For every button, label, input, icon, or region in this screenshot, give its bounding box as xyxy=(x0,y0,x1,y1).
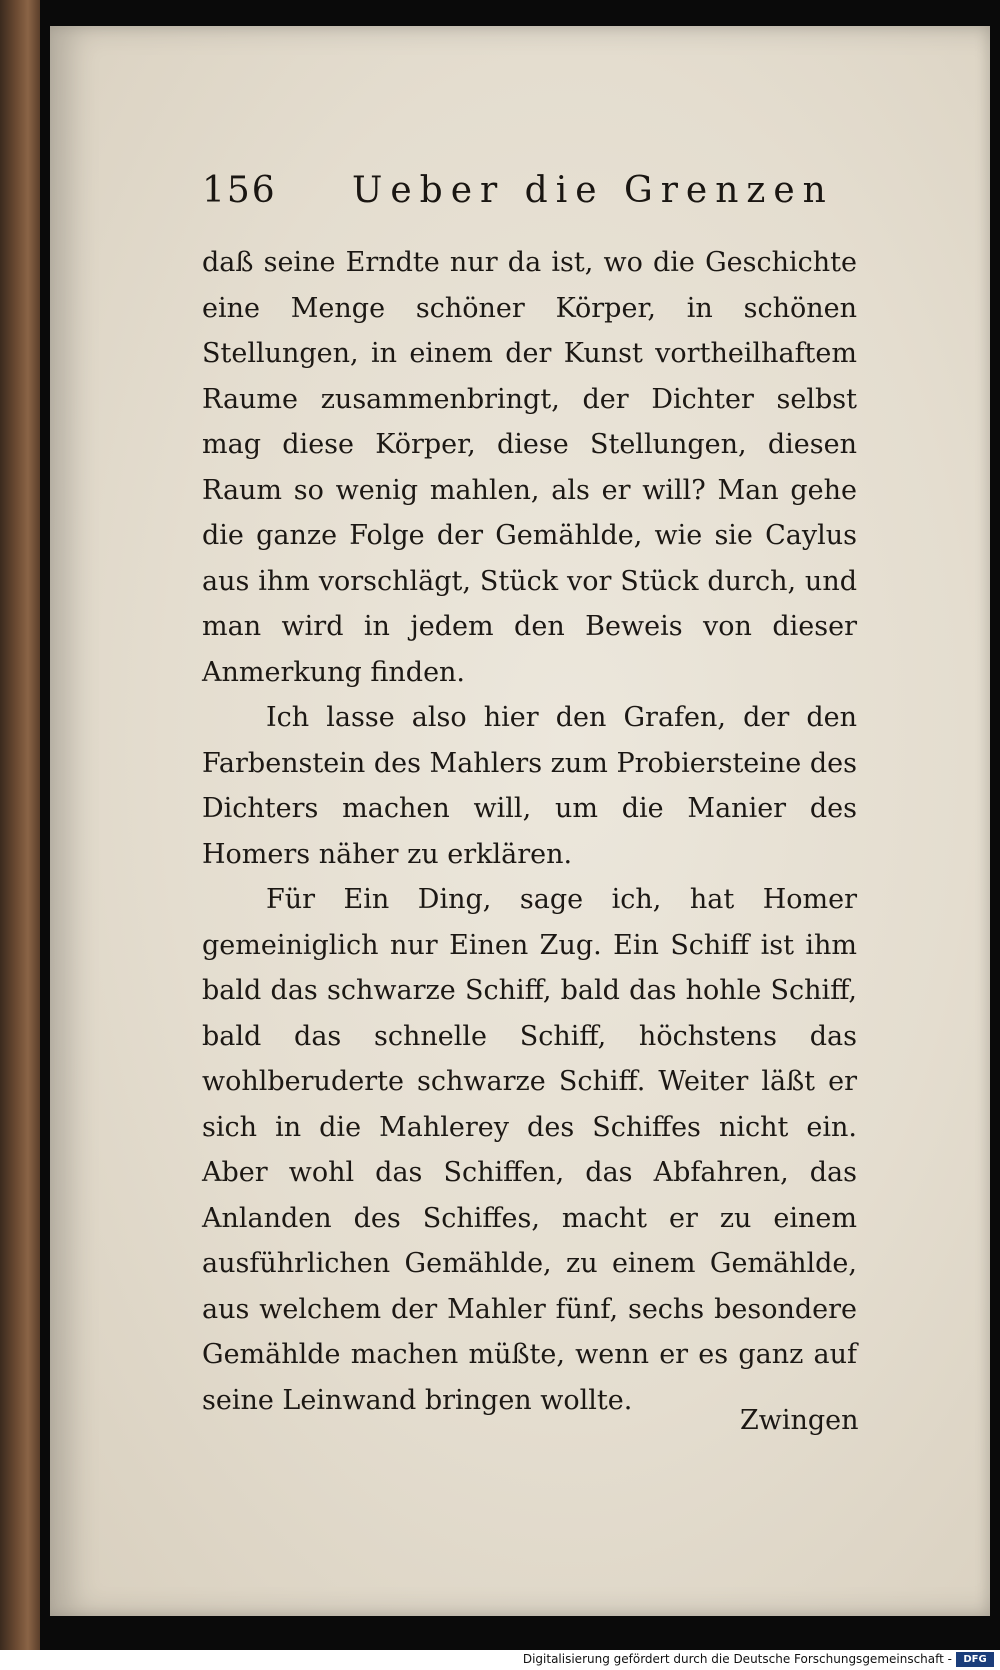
running-title: Ueber die Grenzen xyxy=(352,170,834,211)
digitization-footer xyxy=(0,1650,1000,1670)
paragraph-3: Für Ein Ding, sage ich, hat Homer gemeiniglich nur Einen Zug. Ein Schiff ist ihm bald das schwarze Schiff, bald das hohle Schiff, bald das schnelle Schiff, höchstens das wohlberuderte schwarze Schiff. Weiter läßt er sich in die Mahlerey des Schiffes nicht ein. Aber wohl das Schiffen, das Abfahren, das Anlanden des Schiffes, macht er zu einem ausführlichen Gemählde, zu einem Gemählde, aus welchem der Mahler fünf, sechs besondere Gemählde machen müßte, wenn er es ganz auf seine Leinwand bringen wollte. xyxy=(202,884,857,1416)
footer-credit: Digitalisierung gefördert durch die Deutsche Forschungsgemeinschaft - xyxy=(522,1652,952,1666)
paragraph-2: Ich lasse also hier den Grafen, der den Farbenstein des Mahlers zum Probiersteine des Dichters machen will, um die Manier des Homers näher zu erklären. xyxy=(202,702,857,870)
dfg-logo: DFG xyxy=(956,1652,994,1667)
page-header xyxy=(202,170,842,220)
catchword: Zwingen xyxy=(740,1405,859,1436)
page-number: 156 xyxy=(202,170,277,211)
book-edge xyxy=(0,0,40,1650)
body-text xyxy=(202,240,857,1423)
paragraph-1: daß seine Erndte nur da ist, wo die Geschichte eine Menge schöner Körper, in schönen Stellungen, in einem der Kunst vortheilhaftem Raume zusammenbringt, der Dichter selbst mag diese Körper, diese Stellungen, diesen Raum so wenig mahlen, als er will? Man gehe die ganze Folge der Gemählde, wie sie Caylus aus ihm vorschlägt, Stück vor Stück durch, und man wird in jedem den Beweis von dieser Anmerkung finden. xyxy=(202,247,857,688)
